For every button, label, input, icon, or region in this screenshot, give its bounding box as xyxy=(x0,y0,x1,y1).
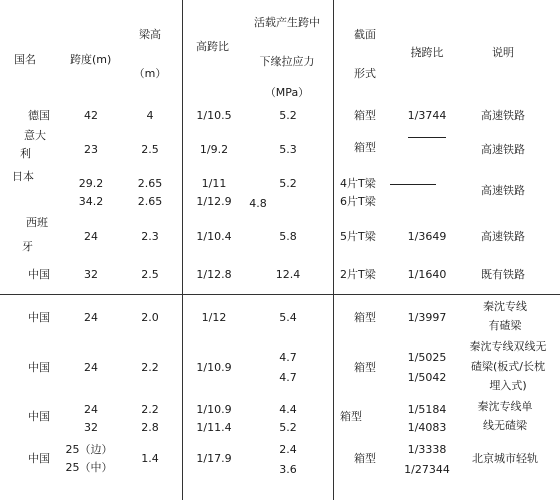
header-height-span-ratio: 高跨比 xyxy=(196,40,229,53)
cell-section: 2片T梁 xyxy=(340,268,376,281)
cell-deflection: 1/3997 xyxy=(407,311,447,324)
cell-span: 24 xyxy=(84,230,98,243)
cell-note: 线无碴梁 xyxy=(483,419,527,432)
cell-height: 2.65 xyxy=(137,177,163,190)
cell-ratio: 1/17.9 xyxy=(196,452,232,465)
header-span: 跨度(m) xyxy=(70,53,112,66)
cell-height: 2.2 xyxy=(141,361,159,374)
cell-span: 34.2 xyxy=(78,195,104,208)
cell-section: 箱型 xyxy=(340,410,362,423)
cell-deflection: 1/5025 xyxy=(407,351,447,364)
header-stress-unit: （MPa） xyxy=(264,86,310,99)
cell-country-cont: 利 xyxy=(20,147,31,160)
header-stress-line1: 活载产生跨中 xyxy=(254,16,320,29)
cell-note: 高速铁路 xyxy=(481,109,525,122)
cell-note: 埋入式) xyxy=(489,379,527,392)
header-country: 国名 xyxy=(14,53,36,66)
cell-country: 西班 xyxy=(26,216,48,229)
cell-deflection: 1/3649 xyxy=(407,230,447,243)
cell-ratio: 1/10.5 xyxy=(196,109,232,122)
cell-deflection: 1/5184 xyxy=(407,403,447,416)
cell-height: 1.4 xyxy=(141,452,159,465)
cell-height: 2.0 xyxy=(141,311,159,324)
cell-country: 德国 xyxy=(28,109,50,122)
cell-note: 高速铁路 xyxy=(481,143,525,156)
cell-note: 秦沈专线单 xyxy=(477,400,533,413)
cell-deflection: 1/27344 xyxy=(404,463,450,476)
cell-stress: 4.4 xyxy=(279,403,297,416)
cell-section: 箱型 xyxy=(354,452,376,465)
cell-span: 42 xyxy=(84,109,98,122)
cell-section: 4片T梁 xyxy=(340,177,376,190)
cell-stress: 5.2 xyxy=(279,177,297,190)
cell-note: 秦沈专线 xyxy=(483,300,527,313)
header-stress-line2: 下缘拉应力 xyxy=(259,55,315,68)
cell-section: 5片T梁 xyxy=(340,230,376,243)
cell-deflection: 1/1640 xyxy=(407,268,447,281)
cell-stress: 4.8 xyxy=(249,197,267,210)
cell-note: 既有铁路 xyxy=(481,268,525,281)
cell-stress: 5.8 xyxy=(279,230,297,243)
cell-span: 29.2 xyxy=(78,177,104,190)
cell-country: 中国 xyxy=(28,410,50,423)
cell-stress: 5.2 xyxy=(279,421,297,434)
cell-span: 32 xyxy=(84,421,98,434)
cell-span: 23 xyxy=(84,143,98,156)
cell-span: 24 xyxy=(84,311,98,324)
cell-span: 25（边） xyxy=(65,443,113,456)
cell-ratio: 1/10.9 xyxy=(196,361,232,374)
cell-stress: 5.2 xyxy=(279,109,297,122)
cell-height: 2.2 xyxy=(141,403,159,416)
cell-country: 意大 xyxy=(24,129,46,142)
cell-note: 秦沈专线双线无 xyxy=(469,340,547,353)
cell-note: 有碴梁 xyxy=(488,319,522,332)
cell-country: 中国 xyxy=(28,268,50,281)
cell-stress: 4.7 xyxy=(279,371,297,384)
cell-stress: 4.7 xyxy=(279,351,297,364)
cell-country-cont: 牙 xyxy=(22,240,33,253)
cell-note: 高速铁路 xyxy=(481,184,525,197)
header-beam-height-unit: （m） xyxy=(133,67,167,80)
empty-deflection-dash xyxy=(390,184,436,185)
header-note: 说明 xyxy=(492,46,514,59)
cell-deflection: 1/4083 xyxy=(407,421,447,434)
cell-stress: 12.4 xyxy=(275,268,301,281)
cell-note: 碴梁(板式/长枕 xyxy=(471,360,545,373)
cell-ratio: 1/9.2 xyxy=(199,143,229,156)
cell-ratio: 1/12.8 xyxy=(196,268,232,281)
cell-deflection: 1/5042 xyxy=(407,371,447,384)
cell-height: 2.5 xyxy=(141,143,159,156)
cell-country: 中国 xyxy=(28,452,50,465)
header-section-form: 形式 xyxy=(354,67,376,80)
cell-section: 箱型 xyxy=(354,361,376,374)
cell-section: 箱型 xyxy=(354,141,376,154)
cell-span: 32 xyxy=(84,268,98,281)
cell-height: 2.5 xyxy=(141,268,159,281)
cell-country: 中国 xyxy=(28,361,50,374)
cell-height: 2.8 xyxy=(141,421,159,434)
header-deflection: 挠跨比 xyxy=(410,46,444,59)
cell-note: 高速铁路 xyxy=(481,230,525,243)
cell-deflection: 1/3744 xyxy=(407,109,447,122)
cell-ratio: 1/10.4 xyxy=(196,230,232,243)
cell-stress: 5.3 xyxy=(279,143,297,156)
cell-stress: 5.4 xyxy=(279,311,297,324)
column-divider-section xyxy=(333,0,334,500)
cell-height: 2.65 xyxy=(137,195,163,208)
cell-note: 北京城市轻轨 xyxy=(472,452,538,465)
section-divider xyxy=(0,294,560,295)
cell-ratio: 1/11 xyxy=(201,177,227,190)
cell-country: 日本 xyxy=(12,170,34,183)
cell-ratio: 1/12 xyxy=(201,311,227,324)
cell-height: 2.3 xyxy=(141,230,159,243)
cell-stress: 3.6 xyxy=(279,463,297,476)
cell-ratio: 1/10.9 xyxy=(196,403,232,416)
cell-ratio: 1/11.4 xyxy=(196,421,232,434)
header-section: 截面 xyxy=(354,28,376,41)
cell-span: 24 xyxy=(84,403,98,416)
header-beam-height: 梁高 xyxy=(139,28,161,41)
cell-stress: 2.4 xyxy=(279,443,297,456)
cell-section: 箱型 xyxy=(354,109,376,122)
cell-span: 25（中） xyxy=(65,461,113,474)
cell-height: 4 xyxy=(146,109,154,122)
cell-ratio: 1/12.9 xyxy=(196,195,232,208)
cell-span: 24 xyxy=(84,361,98,374)
cell-section: 6片T梁 xyxy=(340,195,376,208)
cell-section: 箱型 xyxy=(354,311,376,324)
cell-country: 中国 xyxy=(28,311,50,324)
cell-deflection: 1/3338 xyxy=(407,443,447,456)
empty-deflection-dash xyxy=(408,137,446,138)
column-divider-ratio xyxy=(182,0,183,500)
